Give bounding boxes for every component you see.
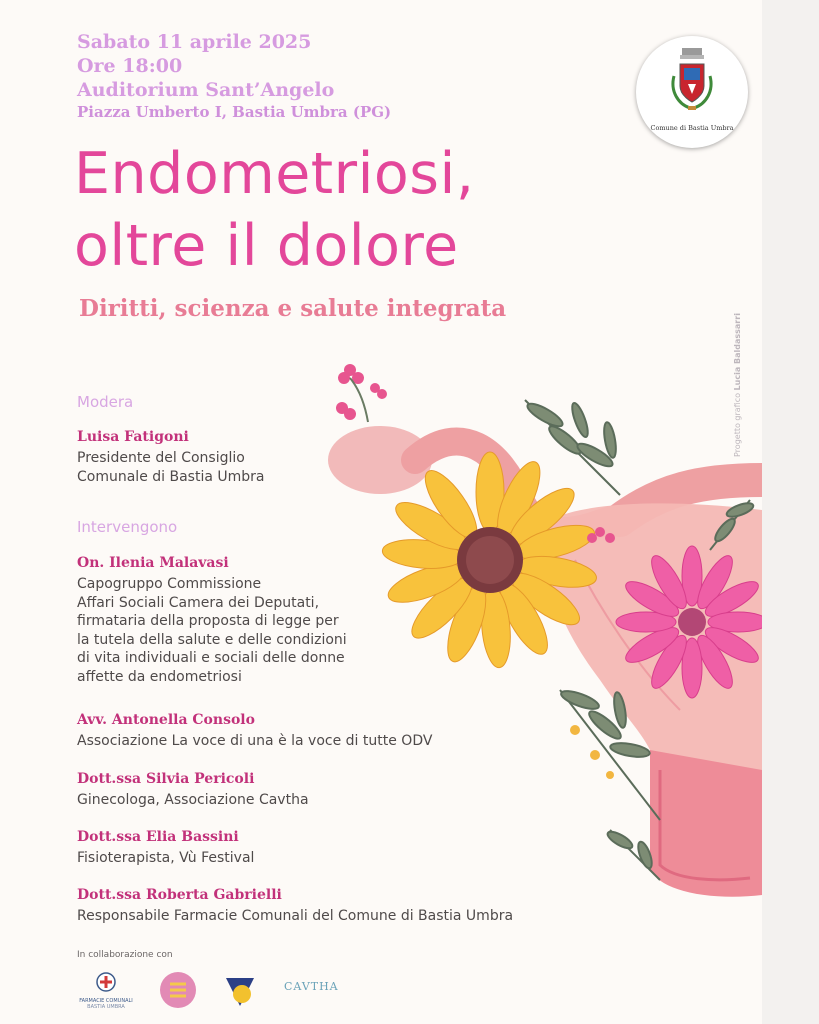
speaker-role: Responsabile Farmacie Comunali del Comune di Bastia Umbra [77,908,514,924]
speaker-role: Associazione La voce di una è la voce di tutte ODV [77,733,433,749]
seal-label: Comune di Bastia Umbra [650,124,734,132]
speaker-name: Dott.ssa Silvia Pericoli [77,771,255,787]
farmacie-logo-label: FARMACIE COMUNALI [79,998,133,1004]
speaker-name: Avv. Antonella Consolo [77,712,255,728]
speaker-name: Dott.ssa Roberta Gabrielli [77,887,282,903]
title-line-1: Endometriosi, [74,141,475,207]
section-moderator: Modera [77,393,134,411]
speaker-name: On. Ilenia Malavasi [77,555,229,571]
floral-uterus-illustration [320,350,762,920]
section-speakers: Intervengono [77,518,178,536]
speaker-role: Ginecologa, Associazione Cavtha [77,792,309,808]
moderator-role: Presidente del Consiglio Comunale di Bastia Umbra [77,450,265,485]
title-line-2: oltre il dolore [74,213,459,279]
collaboration-label: In collaborazione con [77,950,173,960]
event-date: Sabato 11 aprile 2025 [77,31,312,53]
vu-festival-logo-icon [220,970,260,1010]
coat-of-arms-icon [666,46,718,118]
farmacie-logo-icon [77,972,135,994]
speaker-role: Fisioterapista, Vù Festival [77,850,255,866]
event-venue: Auditorium Sant’Angelo [77,79,335,101]
speaker-name: Dott.ssa Elia Bassini [77,829,239,845]
design-credit: Progetto grafico Lucia Baldassarri [733,313,742,457]
speaker-role: Capogruppo Commissione Affari Sociali Camera dei Deputati, firmataria della proposta di legge per la tutela della salute e delle condizioni di vita individuali e sociali delle donne affette da endometriosi [77,576,347,685]
farmacie-logo-sublabel: BASTIA UMBRA [87,1004,125,1010]
municipality-seal [636,36,748,148]
cavtha-logo: CAVTHA [284,980,339,993]
logo-farmacie-comunali [77,972,135,1010]
association-logo-icon [158,970,198,1010]
subtitle: Diritti, scienza e salute integrata [79,295,507,322]
moderator-name: Luisa Fatigoni [77,429,189,445]
event-address: Piazza Umberto I, Bastia Umbra (PG) [77,103,392,121]
event-time: Ore 18:00 [77,55,183,77]
